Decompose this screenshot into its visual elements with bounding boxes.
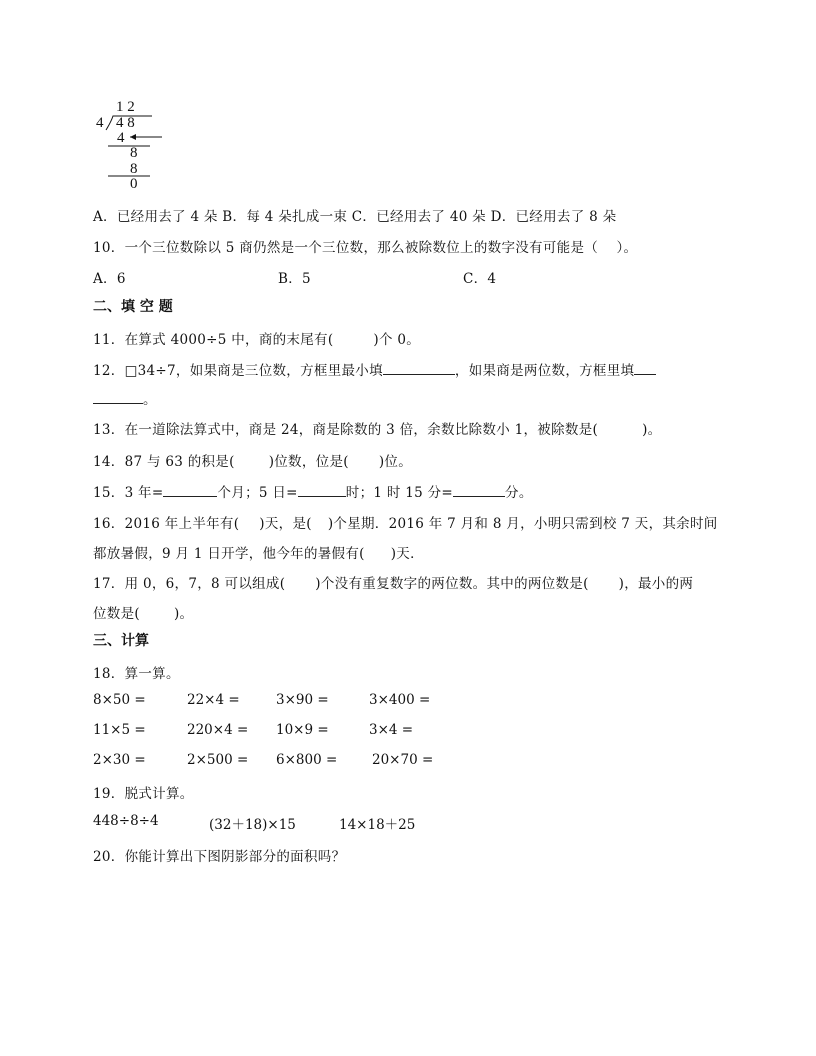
section-3-title: 三、计算 — [93, 633, 149, 649]
q10-text: 10．一个三位数除以 5 商仍然是一个三位数，那么被除数位上的数字没有可能是（ ）。 — [93, 240, 638, 256]
q16-line2-part1: 都放暑假，9 月 1 日开学，他今年的暑假有( — [93, 546, 365, 562]
q17-line2 — [93, 602, 193, 622]
q13-before: 13．在一道除法算式中，商是 24，商是除数的 3 倍，余数比除数小 1，被除数是( — [93, 422, 599, 438]
q16 — [93, 512, 718, 532]
calc-item: 220×4 = — [187, 722, 249, 738]
q15-part1: 15．3 年= — [93, 485, 164, 501]
q10-option-a: A．6 — [93, 271, 126, 287]
q13 — [93, 418, 661, 438]
division-step2-product: 8 — [130, 161, 138, 177]
expression-item: (32＋18)×15 — [209, 817, 296, 833]
section-2-title: 二、填 空 题 — [93, 299, 173, 315]
q14-part2: )位数，位是( — [268, 454, 349, 470]
q9-options: A．已经用去了 4 朵 B．每 4 朵扎成一束 C．已经用去了 40 朵 D．已经用去了 8 朵 — [93, 209, 617, 225]
q15-blank-3[interactable] — [453, 483, 505, 497]
q19-title: 19．脱式计算。 — [93, 786, 194, 802]
q12 — [93, 359, 656, 379]
q11 — [93, 328, 420, 348]
q12-blank-1[interactable] — [383, 361, 455, 375]
q15-part4: 分。 — [505, 485, 533, 501]
q18-title: 18．算一算。 — [93, 666, 180, 682]
long-division-diagram — [92, 96, 172, 192]
calc-item: 6×800 = — [276, 752, 338, 768]
expression-item: 448÷8÷4 — [93, 813, 159, 829]
q14-part1: 14．87 与 63 的积是( — [93, 454, 235, 470]
q17-part1: 17．用 0，6，7，8 可以组成( — [93, 576, 286, 592]
expression-item: 14×18＋25 — [339, 817, 416, 833]
q16-line2 — [93, 542, 424, 562]
q12-blank-2-cont[interactable] — [93, 390, 143, 404]
calc-item: 3×4 = — [369, 722, 414, 738]
q15 — [93, 481, 533, 501]
q15-blank-2[interactable] — [298, 483, 346, 497]
q12-part3: 。 — [143, 392, 157, 408]
arrow-head-icon — [130, 134, 136, 140]
q14 — [93, 450, 412, 470]
calc-item: 11×5 = — [93, 722, 146, 738]
q17-part2: )个没有重复数字的两位数。其中的两位数是( — [315, 576, 589, 592]
calc-item: 3×400 = — [369, 692, 431, 708]
division-quotient: 1 2 — [116, 99, 135, 115]
q11-before: 11．在算式 4000÷5 中，商的末尾有( — [93, 332, 334, 348]
q13-after: )。 — [642, 422, 662, 438]
q10-option-b: B．5 — [278, 271, 311, 287]
calc-item: 2×30 = — [93, 752, 146, 768]
q10-option-c: C．4 — [463, 271, 497, 287]
q16-part1: 16．2016 年上半年有( — [93, 516, 240, 532]
division-divisor: 4 — [96, 115, 104, 131]
q12-line2 — [93, 388, 157, 408]
calc-item: 10×9 = — [276, 722, 329, 738]
calc-item: 20×70 = — [372, 752, 434, 768]
q15-part2: 个月；5 日= — [217, 485, 298, 501]
q15-blank-1[interactable] — [163, 483, 217, 497]
q16-part2: )天，是( — [259, 516, 312, 532]
division-step1-product: 4 — [117, 130, 125, 146]
q15-part3: 时；1 时 15 分= — [345, 485, 454, 501]
division-final-remainder: 0 — [130, 176, 138, 192]
q16-line2-part2: )天． — [390, 546, 424, 562]
q17-part3: )，最小的两 — [618, 576, 694, 592]
q17 — [93, 572, 693, 592]
division-step1-remainder: 8 — [130, 145, 138, 161]
calc-item: 3×90 = — [276, 692, 329, 708]
calc-item: 22×4 = — [187, 692, 240, 708]
division-dividend: 4 8 — [116, 115, 135, 131]
q14-part3: )位。 — [378, 454, 412, 470]
q12-blank-2[interactable] — [634, 361, 656, 375]
q20-text: 20．你能计算出下图阴影部分的面积吗？ — [93, 849, 346, 865]
calc-item: 2×500 = — [187, 752, 249, 768]
q17-line2-part1: 位数是( — [93, 606, 140, 622]
q11-after: )个 0。 — [373, 332, 421, 348]
q12-part2: ，如果商是两位数，方框里填 — [454, 363, 635, 379]
q17-line2-part2: )。 — [173, 606, 194, 622]
q16-part3: )个星期．2016 年 7 月和 8 月，小明只需到校 7 天，其余时间 — [327, 516, 718, 532]
q12-part1: 12．□34÷7，如果商是三位数，方框里最小填 — [93, 363, 383, 379]
calc-item: 8×50 = — [93, 692, 146, 708]
